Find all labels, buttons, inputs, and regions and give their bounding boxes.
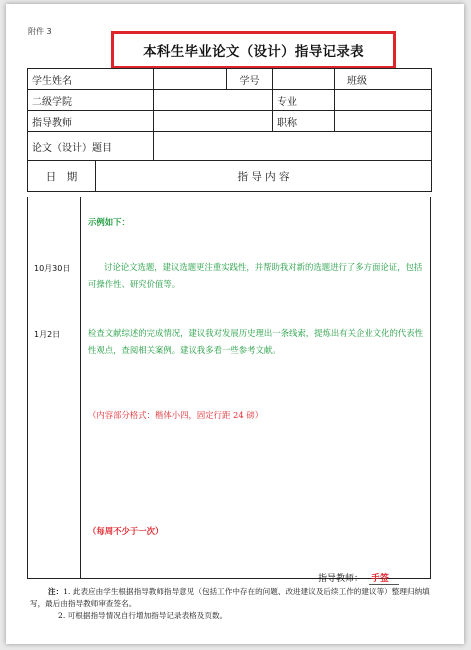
entry-date: 1月2日 bbox=[34, 330, 61, 339]
entry-text: 检查文献综述的完成情况，建议我对发展历史理出一条线索，提炼出有关企业文化的代表性性观点，查阅相关案例。建议我多看一些参考文献。 bbox=[88, 328, 423, 355]
signature-label: 指导教师： bbox=[318, 574, 364, 584]
advisor-label: 指导教师 bbox=[28, 111, 154, 132]
example-label: 示例如下： bbox=[88, 217, 130, 227]
major-label: 专业 bbox=[273, 90, 335, 111]
info-table bbox=[27, 68, 432, 192]
content-column-header: 指 导 内 容 bbox=[96, 161, 432, 192]
thesis-topic-label: 论文（设计）题目 bbox=[28, 132, 154, 161]
date-column-header: 日 期 bbox=[28, 161, 96, 192]
footnote-label: 注： bbox=[48, 587, 64, 596]
column-divider bbox=[80, 197, 81, 578]
signature-line bbox=[318, 571, 399, 584]
signature-field[interactable]: 手签 bbox=[369, 574, 399, 585]
footnote-2: 2. 可根据指导情况自行增加指导记录表格及页数。 bbox=[58, 611, 228, 620]
student-name-field[interactable] bbox=[154, 69, 227, 90]
page-title: 本科生毕业论文（设计）指导记录表 bbox=[143, 44, 364, 60]
format-note: （内容部分格式：楷体小四，固定行距 24 磅） bbox=[88, 410, 264, 420]
footnote-1-text: 1. 此表应由学生根据指导教师指导意见（包括工作中存在的问题、改进建议及后续工作的建议等）整理归纳填写，最后由指导教师审查签名。 bbox=[30, 587, 430, 608]
class-label: 班级 bbox=[347, 75, 367, 87]
guidance-content-area bbox=[27, 197, 431, 579]
class-cell[interactable] bbox=[335, 69, 432, 90]
title-rank-field[interactable] bbox=[335, 111, 432, 132]
student-id-label: 学号 bbox=[227, 69, 273, 90]
title-highlight-box bbox=[111, 31, 396, 69]
student-id-field[interactable] bbox=[273, 69, 335, 90]
thesis-topic-field[interactable] bbox=[154, 132, 432, 161]
title-rank-label: 职称 bbox=[273, 111, 335, 132]
major-field[interactable] bbox=[335, 90, 432, 111]
entry-text: 讨论论文选题，建议选题更注重实践性，并帮助我对新的选题进行了多方面论证，包括可操作性、研究价值等。 bbox=[88, 262, 423, 289]
college-field[interactable] bbox=[154, 90, 273, 111]
attachment-label: 附件 3 bbox=[28, 27, 52, 36]
weekly-requirement-note: （每周不少于一次） bbox=[88, 526, 164, 536]
entry-date: 10月30日 bbox=[34, 264, 71, 273]
footnote-1 bbox=[30, 586, 440, 610]
student-name-label: 学生姓名 bbox=[28, 69, 154, 90]
college-label: 二级学院 bbox=[28, 90, 154, 111]
footnotes bbox=[30, 586, 440, 622]
advisor-field[interactable] bbox=[154, 111, 273, 132]
